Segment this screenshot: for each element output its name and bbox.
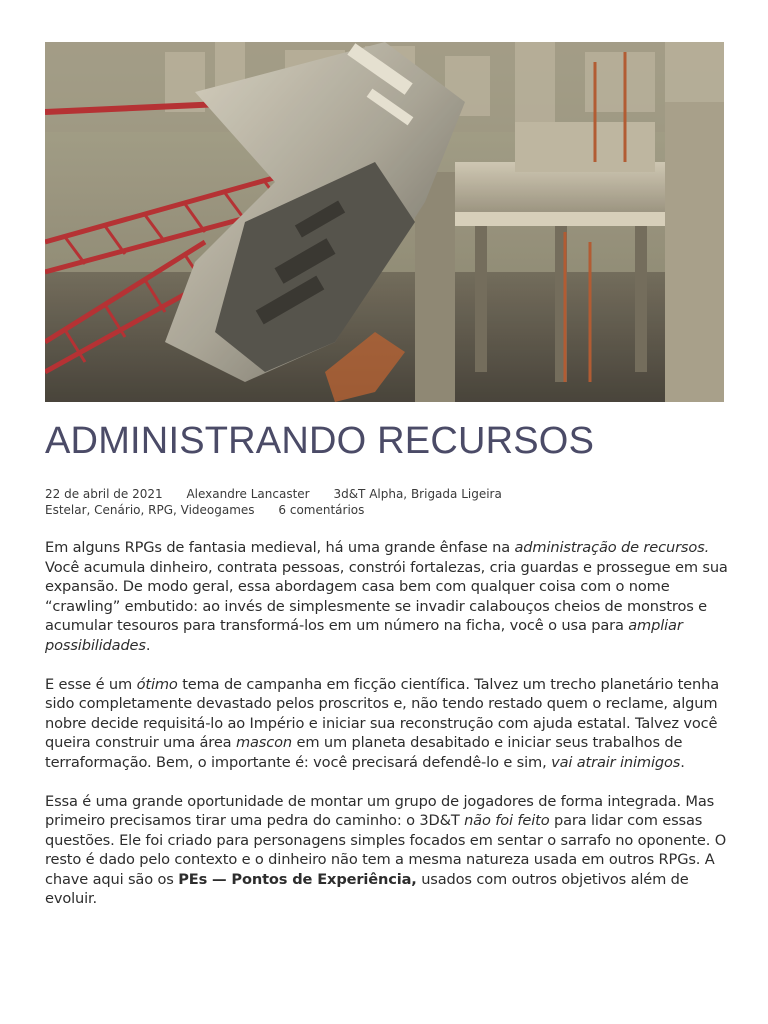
text-run: usados com outros objetivos além de evoluir. (45, 870, 689, 907)
categories-link-line1[interactable]: 3d&T Alpha, Brigada Ligeira (333, 487, 502, 501)
emphasis: ampliar possibilidades (45, 617, 683, 654)
text-run: Essa é uma grande oportunidade de montar um grupo de jogadores de forma integrada. Mas primeiro precisamos tirar uma pedra do caminho: o 3D&T (45, 792, 715, 829)
text-run: Em alguns RPGs de fantasia medieval, há uma grande ênfase na (45, 539, 515, 556)
paragraph-2 (45, 675, 730, 773)
comments-link[interactable]: 6 comentários (278, 503, 365, 517)
article-meta (45, 486, 725, 518)
strong-text: PEs — Pontos de Experiência, (178, 870, 417, 888)
paragraph-3 (45, 792, 730, 909)
emphasis: ótimo (136, 675, 178, 693)
author-link[interactable]: Alexandre Lancaster (186, 487, 310, 501)
meta-line-2 (45, 502, 725, 518)
article-body (45, 538, 730, 928)
text-run: tema de campanha em ficção científica. Talvez um trecho planetário tenha sido completamente devastado pelos proscritos e, não tendo restado quem o reclame, algum nobre decide requisitá-lo ao Império e iniciar sua reconstrução com ajuda estatal. Talvez você queira construir uma área (45, 675, 719, 751)
paragraph-1 (45, 538, 730, 655)
meta-line-1 (45, 486, 725, 502)
text-run: para lidar com essas questões. Ele foi criado para personagens simples focados em sentar o sarrafo no oponente. O resto é dado pelo contexto e o dinheiro não tem a mesma natureza usada em outros RPGs. A chave aqui são os (45, 812, 727, 888)
emphasis: administração de recursos. (514, 539, 710, 556)
emphasis: mascon (235, 734, 293, 751)
post-date-link[interactable]: 22 de abril de 2021 (45, 487, 163, 501)
text-run: . (145, 636, 151, 654)
emphasis: não foi feito (464, 812, 550, 829)
text-run: Você acumula dinheiro, contrata pessoas, constrói fortalezas, cria guardas e prossegue em sua expansão. De modo geral, essa abordagem casa bem com qualquer coisa com o nome “crawling” embutido: ao invés de simplesmente se invadir calabouços cheios de monstros e acumular tesouros para transformá-los em um número na ficha, você o usa para (45, 558, 728, 634)
construction-scene-illustration (45, 42, 724, 402)
text-run: . (680, 753, 685, 771)
hero-image (45, 42, 724, 402)
text-run: E esse é um (45, 675, 137, 693)
categories-link-line2[interactable]: Estelar, Cenário, RPG, Videogames (45, 503, 255, 517)
emphasis: vai atrair inimigos (551, 753, 681, 771)
article-title: ADMINISTRANDO RECURSOS (45, 420, 595, 462)
text-run: em um planeta desabitado e iniciar seus trabalhos de terraformação. Bem, o importante é: você precisará defendê-lo e sim, (45, 734, 683, 771)
